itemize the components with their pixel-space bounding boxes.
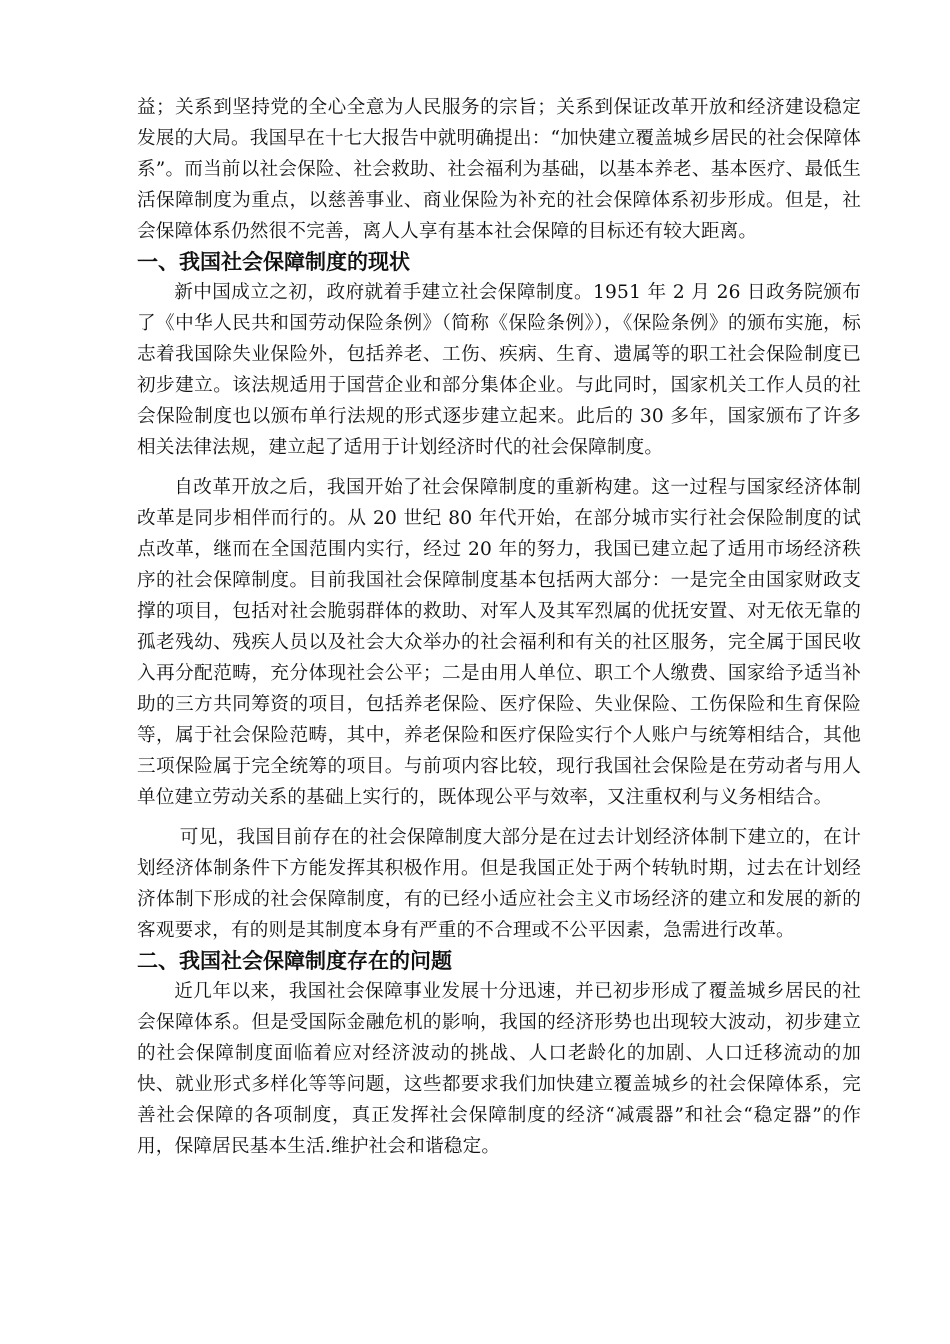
section-1-paragraph-1: 新中国成立之初，政府就着手建立社会保障制度。1951 年 2 月 26 日政务院颁布了《中华人民共和国劳动保险条例》（简称《保险条例》），《保险条例》的颁布实施，标志着我国除失业保险外，包括养老、工伤、疾病、生育、遗属等的职工社会保险制度已初步建立。该法规适用于国营企业和部分集体企业。与此同时，国家机关工作人员的社会保险制度也以颁布单行法规的形式逐步建立起来。此后的 30 多年，国家颁布了许多相关法律法规，建立起了适用于计划经济时代的社会保障制度。	[137, 282, 861, 458]
paragraph-spacer	[137, 463, 861, 472]
section-2-paragraph-1: 近几年以来，我国社会保障事业发展十分迅速，并已初步形成了覆盖城乡居民的社会保障体系。但是受国际金融危机的影响，我国的经济形势也出现较大波动，初步建立的社会保障制度面临着应对经济波动的挑战、人口老龄化的加剧、人口迁移流动的加快、就业形式多样化等等问题，这些都要求我们加快建立覆盖城乡的社会保障体系，完善社会保障的各项制度，真正发挥社会保障制度的经济“减震器”和社会“稳定器”的作用，保障居民基本生活.维护社会和谐稳定。	[137, 981, 861, 1157]
paragraph-spacer	[137, 813, 861, 822]
document-page	[137, 92, 861, 1162]
section-1-paragraph-2: 自改革开放之后，我国开始了社会保障制度的重新构建。这一过程与国家经济体制改革是同步相伴而行的。从 20 世纪 80 年代开始，在部分城市实行社会保险制度的试点改革，继而在全国范围内实行，经过 20 年的努力，我国已建立起了适用市场经济秩序的社会保障制度。目前我国社会保障制度基本包括两大部分：一是完全由国家财政支撑的项目，包括对社会脆弱群体的救助、对军人及其军烈属的优抚安置、对无依无靠的孤老残幼、残疾人员以及社会大众举办的社会福利和有关的社区服务，完全属于国民收入再分配范畴，充分体现社会公平；二是由用人单位、职工个人缴费、国家给予适当补助的三方共同筹资的项目，包括养老保险、医疗保险、失业保险、工伤保险和生育保险等，属于社会保险范畴，其中，养老保险和医疗保险实行个人账户与统筹相结合，其他三项保险属于完全统筹的项目。与前项内容比较，现行我国社会保险是在劳动者与用人单位建立劳动关系的基础上实行的，既体现公平与效率，又注重权利与义务相结合。	[137, 477, 861, 808]
intro-paragraph: 益；关系到坚持党的全心全意为人民服务的宗旨；关系到保证改革开放和经济建设稳定发展的大局。我国早在十七大报告中就明确提出：“加快建立覆盖城乡居民的社会保障体系”。而当前以社会保险、社会救助、社会福利为基础，以基本养老、基本医疗、最低生活保障制度为重点，以慈善事业、商业保险为补充的社会保障体系初步形成。但是，社会保障体系仍然很不完善，离人人享有基本社会保障的目标还有较大距离。	[137, 97, 861, 242]
section-1-paragraph-3: 可见，我国目前存在的社会保障制度大部分是在过去计划经济体制下建立的，在计划经济体制条件下方能发挥其积极作用。但是我国正处于两个转轨时期，过去在计划经济体制下形成的社会保障制度，有的已经小适应社会主义市场经济的建立和发展的新的客观要求，有的则是其制度本身有严重的不合理或不公平因素，急需进行改革。	[137, 827, 861, 941]
section-2-heading: 二、我国社会保障制度存在的问题	[137, 949, 452, 973]
section-1-heading: 一、我国社会保障制度的现状	[137, 250, 410, 274]
